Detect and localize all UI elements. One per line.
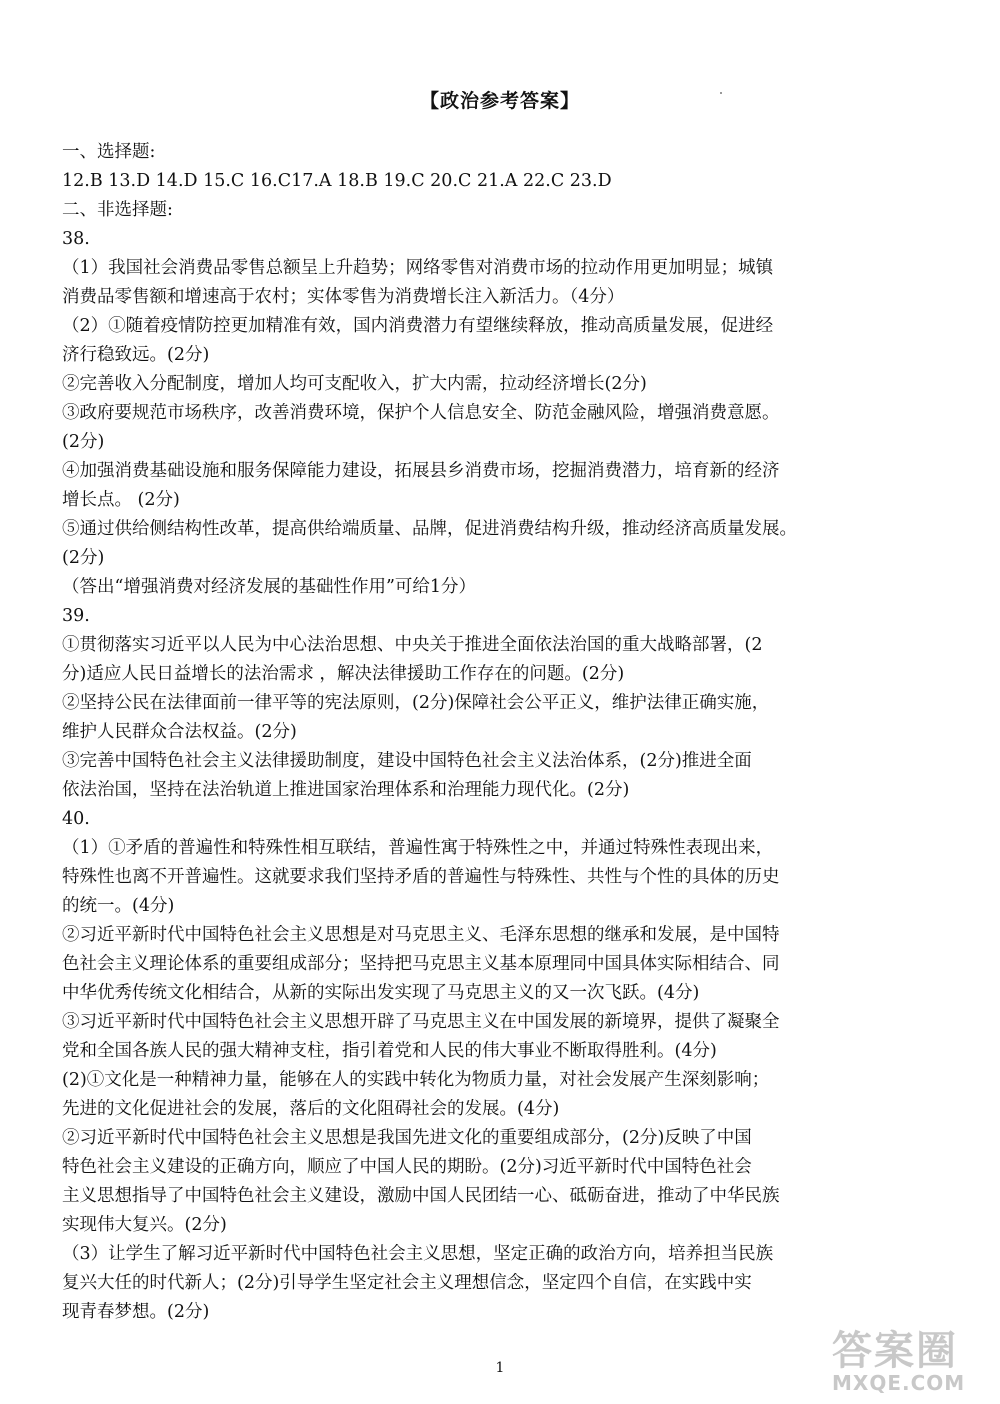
answer-line: 特殊性也离不开普遍性。这就要求我们坚持矛盾的普遍性与特殊性、共性与个性的具体的历史	[62, 867, 780, 887]
answer-line: 一、选择题:	[62, 142, 156, 162]
answer-line: 党和全国各族人民的强大精神支柱，指引着党和人民的伟大事业不断取得胜利。(4分)	[62, 1041, 717, 1061]
answer-line: （答出“增强消费对经济发展的基础性作用”可给1分）	[62, 577, 477, 597]
answer-line: 中华优秀传统文化相结合，从新的实际出发实现了马克思主义的又一次飞跃。(4分)	[62, 983, 700, 1003]
answer-line: 39.	[62, 606, 90, 626]
answer-line: 实现伟大复兴。(2分)	[62, 1215, 227, 1235]
answer-line: 复兴大任的时代新人；(2分)引导学生坚定社会主义理想信念，坚定四个自信，在实践中实	[62, 1273, 752, 1293]
answer-line: 维护人民群众合法权益。(2分)	[62, 722, 297, 742]
answer-line: 特色社会主义建设的正确方向，顺应了中国人民的期盼。(2分)习近平新时代中国特色社会	[62, 1157, 752, 1177]
answer-line: ②习近平新时代中国特色社会主义思想是对马克思主义、毛泽东思想的继承和发展，是中国特	[62, 925, 780, 945]
answer-line: 38.	[62, 229, 90, 249]
answer-line: 的统一。(4分)	[62, 896, 175, 916]
watermark-logo-text: 答案圈	[832, 1328, 958, 1374]
answer-line: 分)适应人民日益增长的法治需求 ，解决法律援助工作存在的问题。(2分)	[62, 664, 625, 684]
answer-line: （1）①矛盾的普遍性和特殊性相互联结，普遍性寓于特殊性之中，并通过特殊性表现出来，	[62, 838, 774, 858]
answer-line: ③习近平新时代中国特色社会主义思想开辟了马克思主义在中国发展的新境界，提供了凝聚全	[62, 1012, 780, 1032]
watermark-site-text: MXQE.COM	[832, 1371, 966, 1395]
answer-line: ③政府要规范市场秩序，改善消费环境，保护个人信息安全、防范金融风险，增强消费意愿。	[62, 403, 780, 423]
answer-line: (2分)	[62, 432, 105, 452]
answer-line: ②完善收入分配制度，增加人均可支配收入，扩大内需，拉动经济增长(2分)	[62, 374, 647, 394]
answer-line: 现青春梦想。(2分)	[62, 1302, 210, 1322]
answer-line: (2)①文化是一种精神力量，能够在人的实践中转化为物质力量，对社会发展产生深刻影响；	[62, 1070, 770, 1090]
answer-line: 依法治国，坚持在法治轨道上推进国家治理体系和治理能力现代化。(2分)	[62, 780, 630, 800]
page-title: 【政治参考答案】	[419, 90, 580, 112]
page-number: 1	[495, 1360, 505, 1376]
answer-line: 二、非选择题:	[62, 200, 173, 220]
answer-line: ②习近平新时代中国特色社会主义思想是我国先进文化的重要组成部分，(2分)反映了中国	[62, 1128, 752, 1148]
answer-line: ②坚持公民在法律面前一律平等的宪法原则，(2分)保障社会公平正义，维护法律正确实施，	[62, 693, 770, 713]
answer-line: 40.	[62, 809, 90, 829]
answer-line: 济行稳致远。(2分)	[62, 345, 210, 365]
answer-line: 先进的文化促进社会的发展，落后的文化阻碍社会的发展。(4分)	[62, 1099, 560, 1119]
answer-line: ⑤通过供给侧结构性改革，提高供给端质量、品牌，促进消费结构升级，推动经济高质量发展。	[62, 519, 797, 539]
answer-line: ④加强消费基础设施和服务保障能力建设，拓展县乡消费市场，挖掘消费潜力，培育新的经济	[62, 461, 780, 481]
answer-body	[62, 138, 944, 1327]
answer-line: （1）我国社会消费品零售总额呈上升趋势；网络零售对消费市场的拉动作用更加明显；城镇	[62, 258, 774, 278]
answer-line: 消费品零售额和增速高于农村；实体零售为消费增长注入新活力。（4分）	[62, 287, 625, 307]
answer-line: 增长点。 (2分)	[62, 490, 180, 510]
watermark-logo	[832, 1330, 982, 1396]
answer-line: 主义思想指导了中国特色社会主义建设，激励中国人民团结一心、砥砺奋进，推动了中华民族	[62, 1186, 780, 1206]
answer-line: （2）①随着疫情防控更加精准有效，国内消费潜力有望继续释放，推动高质量发展，促进经	[62, 316, 774, 336]
answer-line: ③完善中国特色社会主义法律援助制度，建设中国特色社会主义法治体系，(2分)推进全面	[62, 751, 752, 771]
answer-line: （3）让学生了解习近平新时代中国特色社会主义思想，坚定正确的政治方向，培养担当民族	[62, 1244, 774, 1264]
answer-line: 色社会主义理论体系的重要组成部分；坚持把马克思主义基本原理同中国具体实际相结合、同	[62, 954, 780, 974]
answer-line: ①贯彻落实习近平以人民为中心法治思想、中央关于推进全面依法治国的重大战略部署，(2	[62, 635, 763, 655]
answer-line: 12.B 13.D 14.D 15.C 16.C17.A 18.B 19.C 20.C 21.A 22.C 23.D	[62, 171, 612, 191]
answer-line: (2分)	[62, 548, 105, 568]
